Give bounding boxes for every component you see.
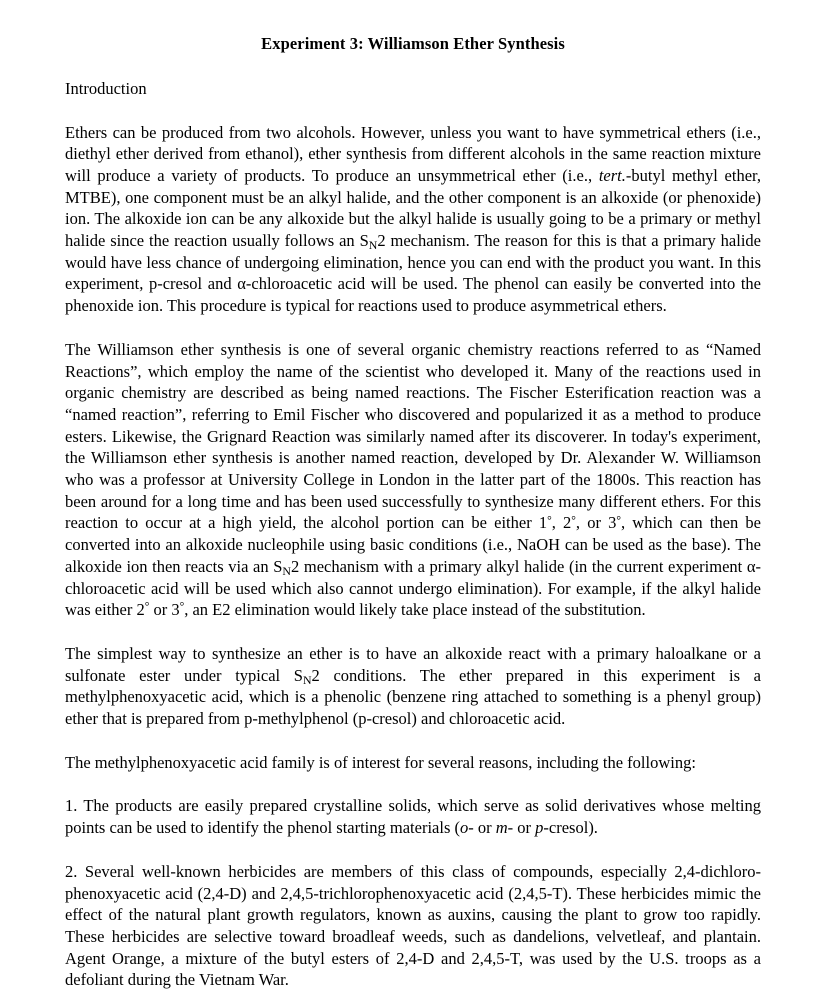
paragraph-1-italic-tert: tert. (598, 165, 626, 185)
paragraph-1-subscript-n: N (368, 238, 378, 253)
list-item-1-italic-ortho: o (460, 818, 469, 838)
paragraph-2-text-c: , or 3 (575, 513, 617, 533)
list-item-1-italic-para: p (535, 818, 544, 838)
paragraph-2-degree-5: ° (179, 601, 185, 614)
paragraph-2-subscript-n: N (282, 563, 291, 578)
paragraph-4-intro-list: The methylphenoxyacetic acid family is of interest for several reasons, including the following: (65, 752, 696, 772)
list-item-1 (65, 773, 761, 838)
paragraph-2-text-f: or 3 (149, 600, 180, 620)
paragraph-3 (65, 621, 761, 730)
list-item-1-italic-meta: m (495, 818, 508, 838)
paragraph-2-degree-1: ° (547, 514, 552, 527)
section-heading-introduction: Introduction (65, 79, 147, 98)
paragraph-1-text-b: -butyl methyl ether, MTBE), one component must be an alkyl halide, and the other component is an alkoxide (or phenoxide) ion. The alkoxide ion can be any alkoxide but the alkyl halide is usually going to be a primary or methyl halide since the reaction usually follows an S (65, 165, 761, 251)
paragraph-2-text-a: The Williamson ether synthesis is one of several organic chemistry reactions referred to as “Named Reactions”, which employ the name of the scientist who developed it. Many of the reactions used in organic chemistry are described as being named reactions. The Fischer Esterification reaction was a “named reaction”, referring to Emil Fischer who discovered and popularized it as a method to produce esters. Likewise, the Grignard Reaction was similarly named after its discoverer. In today's experiment, the Williamson ether synthesis is another named reaction, developed by Dr. Alexander W. Williamson who was a professor at University College in London in the latter part of the 1800s. This reaction has been around for a long time and has been used successfully to synthesize many different ethers. For this reaction to occur at a high yield, the alcohol portion can be either 1 (65, 339, 761, 533)
paragraph-2-degree-2: ° (571, 514, 576, 527)
paragraph-1 (65, 100, 761, 317)
list-item-2: 2. Several well-known herbicides are members of this class of compounds, especially 2,4-dichloro-phenoxyacetic acid (2,4-D) and 2,4,5-trichlorophenoxyacetic acid (2,4,5-T). These herbicides mimic the effect of the natural plant growth regulators, known as auxins, causing the plant to grow too rapidly. These herbicides are selective toward broadleaf weeds, such as dandelions, velvetleaf, and plantain. Agent Orange, a mixture of the butyl esters of 2,4-D and 2,4,5-T, was used by the U.S. troops as a defoliant during the Vietnam War. (65, 861, 761, 990)
page-title: Experiment 3: Williamson Ether Synthesis (261, 34, 565, 53)
list-item-1-text-c: - or (507, 818, 536, 838)
paragraph-2-text-e: 2 mechanism with a primary alkyl halide (in the current experiment α-chloroacetic acid will be used which also cannot undergo elimination). For example, if the alkyl halide was either 2 (65, 556, 761, 620)
paragraph-3-text-a: The simplest way to synthesize an ether is to have an alkoxide react with a primary haloalkane or a sulfonate ester under typical S (65, 643, 761, 685)
paragraph-3-subscript-n: N (302, 672, 312, 687)
paragraph-3-text-b: 2 conditions. The ether prepared in this experiment is a methylphenoxyacetic acid, which is a phenolic (benzene ring attached to something is a phenyl group) ether that is prepared from p-methylphenol (p-cresol) and chloroacetic acid. (65, 665, 761, 729)
paragraph-2-degree-4: ° (144, 601, 150, 614)
list-item-1-text-d: -cresol). (543, 818, 598, 838)
paragraph-2-text-g: , an E2 elimination would likely take place instead of the substitution. (184, 600, 646, 620)
list-item-1-text-a: 1. The products are easily prepared crystalline solids, which serve as solid derivatives whose melting points can be used to identify the phenol starting materials ( (65, 796, 761, 838)
paragraph-2-degree-3: ° (616, 514, 621, 527)
document-body (65, 0, 761, 991)
paragraph-2-text-b: , 2 (551, 513, 572, 533)
paragraph-2-text-d: , which can then be converted into an alkoxide nucleophile using basic conditions (i.e., NaOH can be used as the base). The alkoxide ion then reacts via an S (65, 513, 761, 576)
paragraph-1-text-a: Ethers can be produced from two alcohols. However, unless you want to have symmetrical ethers (i.e., diethyl ether derived from ethanol), ether synthesis from different alcohols in the same reaction mixture will produce a variety of products. To produce an unsymmetrical ether (i.e., (65, 122, 761, 185)
list-item-1-text-b: - or (468, 818, 496, 838)
paragraph-2 (65, 317, 761, 621)
paragraph-1-text-c: 2 mechanism. The reason for this is that a primary halide would have less chance of undergoing elimination, hence you can end with the product you want. In this experiment, p-cresol and α-chloroacetic acid will be used. The phenol can easily be converted into the phenoxide ion. This procedure is typical for reactions used to produce asymmetrical ethers. (65, 231, 761, 316)
